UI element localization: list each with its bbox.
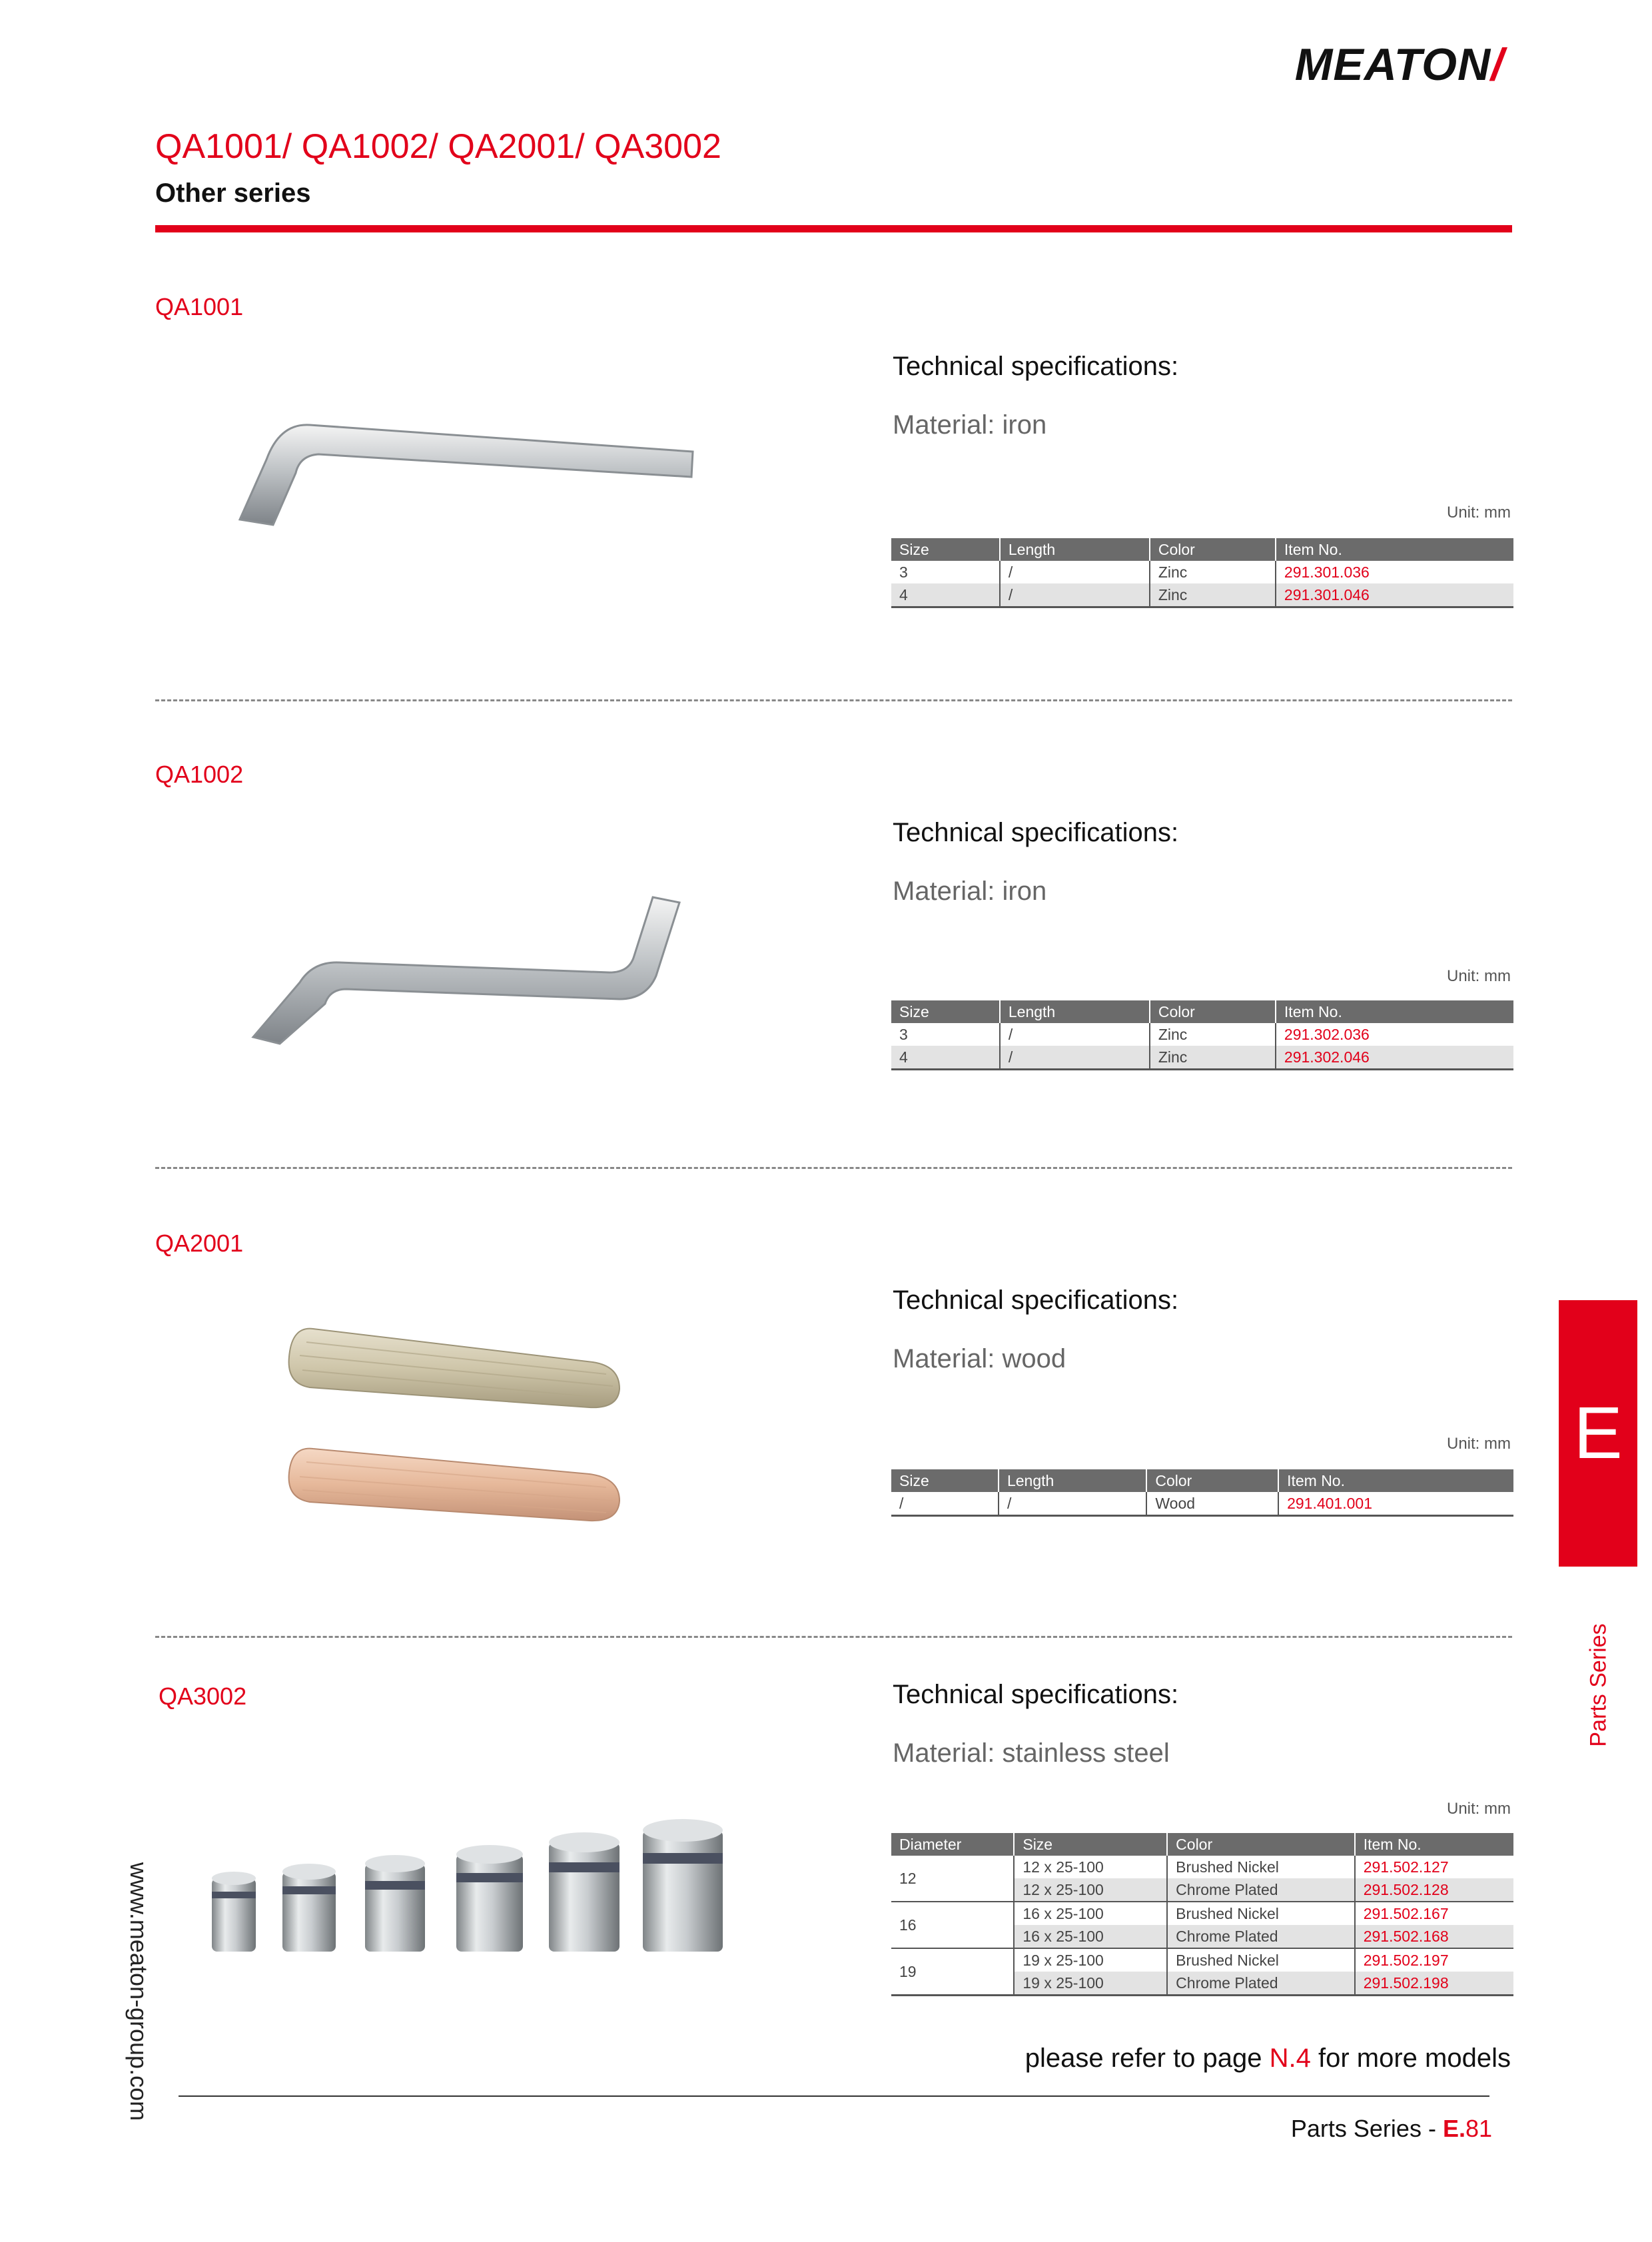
table-row: / / Wood 291.401.001 bbox=[891, 1492, 1513, 1516]
unit-qa2001: Unit: mm bbox=[1447, 1435, 1511, 1453]
table-row: 4 / Zinc 291.301.046 bbox=[891, 583, 1513, 607]
unit-qa1001: Unit: mm bbox=[1447, 504, 1511, 522]
table-row: 3 / Zinc 291.301.036 bbox=[891, 561, 1513, 583]
section-label-qa2001: QA2001 bbox=[155, 1230, 244, 1257]
section-divider bbox=[155, 699, 1512, 701]
spec-table-qa2001 bbox=[891, 1469, 1513, 1517]
column-header: Item No. bbox=[1355, 1833, 1513, 1856]
column-header: Color bbox=[1167, 1833, 1355, 1856]
column-header: Size bbox=[891, 538, 1000, 561]
table-row: 16 16 x 25-100 Brushed Nickel 291.502.167 bbox=[891, 1902, 1513, 1925]
brand-logo: MEATON/ bbox=[1294, 39, 1504, 90]
side-tab-label: Parts Series bbox=[1585, 1623, 1611, 1747]
table-row: 4 / Zinc 291.302.046 bbox=[891, 1046, 1513, 1070]
spec-table-qa1001 bbox=[891, 538, 1513, 608]
refer-page-link[interactable]: N.4 bbox=[1269, 2044, 1311, 2073]
website-vertical: www.meaton-group.com bbox=[125, 1862, 153, 2121]
table-row: 16 x 25-100 Chrome Plated 291.502.168 bbox=[891, 1925, 1513, 1948]
table-row: 12 x 25-100 Chrome Plated 291.502.128 bbox=[891, 1878, 1513, 1902]
page-title: QA1001/ QA1002/ QA2001/ QA3002 bbox=[155, 127, 721, 166]
material-qa1001: Material: iron bbox=[893, 410, 1047, 440]
section-tab-e[interactable]: E bbox=[1559, 1300, 1637, 1567]
spec-heading-qa1002: Technical specifications: bbox=[893, 818, 1179, 847]
spec-heading-qa2001: Technical specifications: bbox=[893, 1286, 1179, 1315]
section-divider bbox=[155, 1636, 1512, 1638]
column-header: Size bbox=[1014, 1833, 1167, 1856]
page-footer: Parts Series - E.81 bbox=[1290, 2115, 1492, 2142]
spec-heading-qa3002: Technical specifications: bbox=[893, 1680, 1179, 1709]
column-header: Length bbox=[1000, 538, 1150, 561]
table-row: 19 x 25-100 Chrome Plated 291.502.198 bbox=[891, 1972, 1513, 1996]
l-shaped-hex-key-icon bbox=[226, 413, 706, 533]
column-header: Size bbox=[891, 1000, 1000, 1023]
column-header: Color bbox=[1146, 1469, 1278, 1492]
section-divider bbox=[155, 1167, 1512, 1169]
material-qa1002: Material: iron bbox=[893, 877, 1047, 906]
column-header: Size bbox=[891, 1469, 999, 1492]
glass-standoff-icon bbox=[200, 1812, 746, 1965]
column-header: Color bbox=[1150, 1000, 1276, 1023]
footer-divider bbox=[179, 2095, 1489, 2097]
material-qa2001: Material: wood bbox=[893, 1344, 1066, 1373]
spec-table-qa1002 bbox=[891, 1000, 1513, 1070]
unit-qa3002: Unit: mm bbox=[1447, 1800, 1511, 1818]
spec-table-qa3002 bbox=[891, 1833, 1513, 1996]
page-subtitle: Other series bbox=[155, 179, 311, 208]
unit-qa1002: Unit: mm bbox=[1447, 967, 1511, 985]
z-shaped-hex-key-icon bbox=[246, 889, 699, 1049]
column-header: Item No. bbox=[1276, 538, 1513, 561]
title-divider bbox=[155, 225, 1512, 232]
column-header: Color bbox=[1150, 538, 1276, 561]
table-row: 12 12 x 25-100 Brushed Nickel 291.502.127 bbox=[891, 1856, 1513, 1878]
spec-heading-qa1001: Technical specifications: bbox=[893, 352, 1179, 381]
column-header: Diameter bbox=[891, 1833, 1014, 1856]
column-header: Length bbox=[999, 1469, 1146, 1492]
section-label-qa1001: QA1001 bbox=[155, 293, 244, 320]
wooden-dowel-icon bbox=[286, 1322, 633, 1549]
section-label-qa3002: QA3002 bbox=[159, 1682, 247, 1710]
material-qa3002: Material: stainless steel bbox=[893, 1738, 1170, 1768]
column-header: Item No. bbox=[1276, 1000, 1513, 1023]
table-row: 3 / Zinc 291.302.036 bbox=[891, 1023, 1513, 1046]
refer-note: please refer to page N.4 for more models bbox=[1025, 2044, 1511, 2073]
table-row: 19 19 x 25-100 Brushed Nickel 291.502.197 bbox=[891, 1948, 1513, 1972]
column-header: Item No. bbox=[1278, 1469, 1513, 1492]
section-label-qa1002: QA1002 bbox=[155, 761, 244, 788]
column-header: Length bbox=[1000, 1000, 1150, 1023]
